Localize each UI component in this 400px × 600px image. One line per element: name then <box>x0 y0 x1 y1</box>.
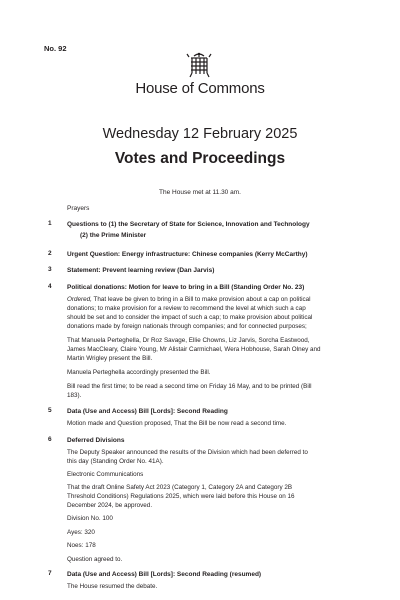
item-heading: Statement: Prevent learning review (Dan Jarvis) <box>67 267 215 274</box>
item-number: 7 <box>48 570 52 577</box>
paragraph-text: That leave be given to bring in a Bill to make provision about a cap on political <box>91 296 311 303</box>
division-subject: Electronic Communications <box>67 471 144 478</box>
item-number: 2 <box>48 250 52 257</box>
item-number: 3 <box>48 266 52 273</box>
noes-count: Noes: 178 <box>67 542 96 549</box>
motion-paragraph: Motion made and Question proposed, That the Bill be now read a second time. <box>67 420 287 427</box>
item-heading: Deferred Divisions <box>67 437 125 444</box>
presenters-paragraph-line: James MacCleary, Claire Young, Mr Alistair Carmichael, Wera Hobhouse, Sarah Olney and <box>67 346 321 353</box>
item-number: 6 <box>48 436 52 443</box>
regulations-paragraph-line: Threshold Conditions) Regulations 2025, which were laid before this House on 16 <box>67 493 295 500</box>
item-heading: Data (Use and Access) Bill [Lords]: Second Reading <box>67 408 228 415</box>
presenters-paragraph-line: Martin Wrigley present the Bill. <box>67 355 153 362</box>
regulations-paragraph-line: December 2024, be approved. <box>67 502 153 509</box>
ordered-paragraph-line: should be set and to consider the impact of such a cap; to make provision about political <box>67 314 313 321</box>
item-subheading: (2) the Prime Minister <box>80 232 147 239</box>
portcullis-crest-logo <box>186 52 212 78</box>
document-title: Votes and Proceedings <box>114 150 286 167</box>
ordered-paragraph-line: donations made by foreign nationals through companies; and for connected purposes; <box>67 323 307 330</box>
prayers-text: Prayers <box>67 205 90 212</box>
ordered-emphasis: Ordered, <box>67 296 92 303</box>
deferred-paragraph-line: this day (Standing Order No. 41A). <box>67 458 164 465</box>
ordered-paragraph-line <box>67 296 362 304</box>
presented-paragraph: Manuela Perteghella accordingly presented the Bill. <box>67 369 211 376</box>
sitting-date: Wednesday 12 February 2025 <box>102 126 298 142</box>
item-heading: Questions to (1) the Secretary of State for Science, Innovation and Technology <box>67 221 310 228</box>
item-number: 4 <box>48 283 52 290</box>
resumed-paragraph: The House resumed the debate. <box>67 583 158 590</box>
document-number: No. 92 <box>44 44 67 53</box>
presenters-paragraph-line: That Manuela Perteghella, Dr Roz Savage, Ellie Chowns, Liz Jarvis, Sorcha Eastwood, <box>67 337 310 344</box>
item-number: 5 <box>48 407 52 414</box>
house-name-wordmark: House of Commons <box>135 80 265 97</box>
item-number: 1 <box>48 220 52 227</box>
division-number: Division No. 100 <box>67 515 113 522</box>
house-met-text: The House met at 11.30 am. <box>159 189 241 196</box>
deferred-paragraph-line: The Deputy Speaker announced the results of the Division which had been deferred to <box>67 449 308 456</box>
regulations-paragraph-line: That the draft Online Safety Act 2023 (Category 1, Category 2A and Category 2B <box>67 484 293 491</box>
question-result: Question agreed to. <box>67 556 123 563</box>
item-heading: Data (Use and Access) Bill [Lords]: Second Reading (resumed) <box>67 571 262 578</box>
ayes-count: Ayes: 320 <box>67 529 95 536</box>
item-heading: Political donations: Motion for leave to bring in a Bill (Standing Order No. 23) <box>67 284 305 291</box>
first-reading-paragraph-line: Bill read the first time; to be read a second time on Friday 16 May, and to be printed (Bill <box>67 383 312 390</box>
item-heading: Urgent Question: Energy infrastructure: Chinese companies (Kerry McCarthy) <box>67 251 308 258</box>
ordered-paragraph-line: donations; to make provision for a review to recommend the level at which such a cap <box>67 305 306 312</box>
first-reading-paragraph-line: 183). <box>67 392 82 399</box>
